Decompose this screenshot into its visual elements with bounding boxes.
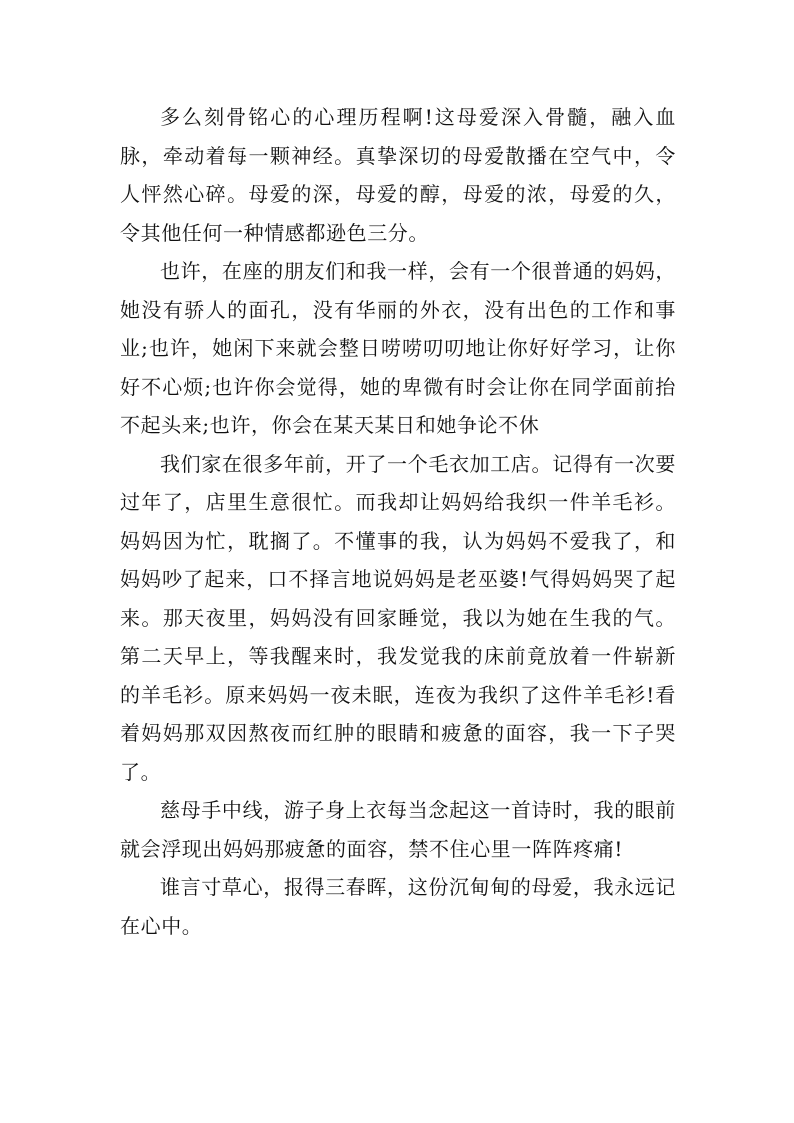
paragraph-4: 慈母手中线，游子身上衣每当念起这一首诗时，我的眼前就会浮现出妈妈那疲惫的面容，禁不住心里一阵阵疼痛! [120, 798, 676, 861]
paragraph-1: 多么刻骨铭心的心理历程啊!这母爱深入骨髓，融入血脉，牵动着每一颗神经。真挚深切的母爱散播在空气中，令人怦然心碎。母爱的深，母爱的醇，母爱的浓，母爱的久，令其他任何一种情感都逊色三分。 [120, 105, 676, 245]
paragraph-2: 也许，在座的朋友们和我一样，会有一个很普通的妈妈，她没有骄人的面孔，没有华丽的外衣，没有出色的工作和事业;也许，她闲下来就会整日唠唠叨叨地让你好好学习，让你好不心烦;也许你会觉得，她的卑微有时会让你在同学面前抬不起头来;也许，你会在某天某日和她争论不休 [120, 259, 676, 437]
document-body [120, 98, 676, 945]
paragraph-5: 谁言寸草心，报得三春晖，这份沉甸甸的母爱，我永远记在心中。 [120, 875, 676, 938]
paragraph-3: 我们家在很多年前，开了一个毛衣加工店。记得有一次要过年了，店里生意很忙。而我却让妈妈给我织一件羊毛衫。妈妈因为忙，耽搁了。不懂事的我，认为妈妈不爱我了，和妈妈吵了起来，口不择言地说妈妈是老巫婆!气得妈妈哭了起来。那天夜里，妈妈没有回家睡觉，我以为她在生我的气。第二天早上，等我醒来时，我发觉我的床前竟放着一件崭新的羊毛衫。原来妈妈一夜未眠，连夜为我织了这件羊毛衫!看着妈妈那双因熬夜而红肿的眼睛和疲惫的面容，我一下子哭了。 [120, 451, 676, 784]
